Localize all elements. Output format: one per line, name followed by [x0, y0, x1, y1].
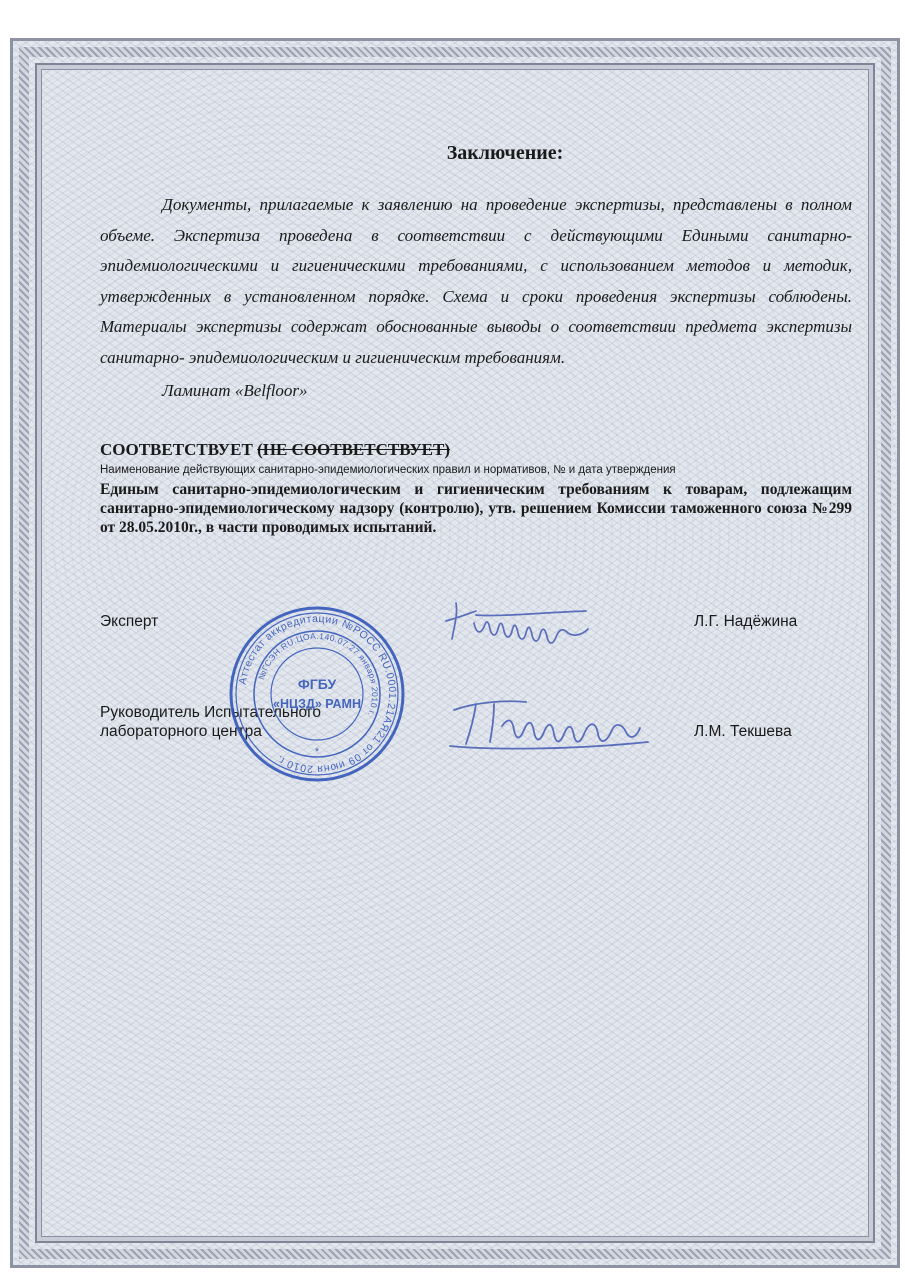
verdict-complies: СООТВЕТСТВУЕТ [100, 440, 258, 459]
conclusion-paragraph: Документы, прилагаемые к заявлению на проведение экспертизы, представлены в полном объеме. Экспертиза проведена в соответствии с действующими Едиными санитарно-эпидемиологическими и гигиеническими требованиями, с использованием методов и методик, утвержденных в установленном порядке. Схема и сроки проведения экспертизы соблюдены. Материалы экспертизы содержат обоснованные выводы о соответствии предмета экспертизы санитарно- эпидемиологическим и гигиеническим требованиям. [100, 195, 852, 367]
verdict [100, 440, 450, 460]
expert-label: Эксперт [100, 613, 159, 630]
head-name: Л.М. Текшева [694, 723, 792, 740]
expert-name: Л.Г. Надёжина [694, 613, 798, 630]
organization-seal [228, 605, 406, 783]
expert-signature [436, 593, 616, 653]
seal-inner-ring-text: №ГСЭН.RU.ЦОА.140.07.27 января 2010 г. [255, 630, 381, 718]
seal-center-line2: «НЦЗД» РАМН [273, 697, 361, 711]
product-name: Ламинат «Belfloor» [162, 381, 308, 400]
norms-caption: Наименование действующих санитарно-эпидемиологических правил и нормативов, № и дата утверждения [100, 464, 676, 476]
conclusion-heading: Заключение: [446, 142, 564, 164]
head-signature [446, 690, 656, 755]
seal-center-line1: ФГБУ [297, 676, 337, 692]
verdict-not-complies-struck: (НЕ СООТВЕТСТВУЕТ) [257, 440, 451, 459]
seal-outer-ring-text: Аттестат аккредитации №РОСС RU.0001.21АЯ21 от 09 июня 2010 г. [236, 612, 399, 776]
norms-text: Единым санитарно-эпидемиологическим и гигиеническим требованиям к товарам, подлежащим санитарно-эпидемиологическому надзору (контролю), утв. решением Комиссии таможенного союза №299 от 28.05.2010г., в части проводимых испытаний. [100, 481, 852, 536]
head-label: Руководитель Испытательного лабораторного центра [100, 704, 322, 740]
svg-text:*: * [314, 746, 320, 758]
